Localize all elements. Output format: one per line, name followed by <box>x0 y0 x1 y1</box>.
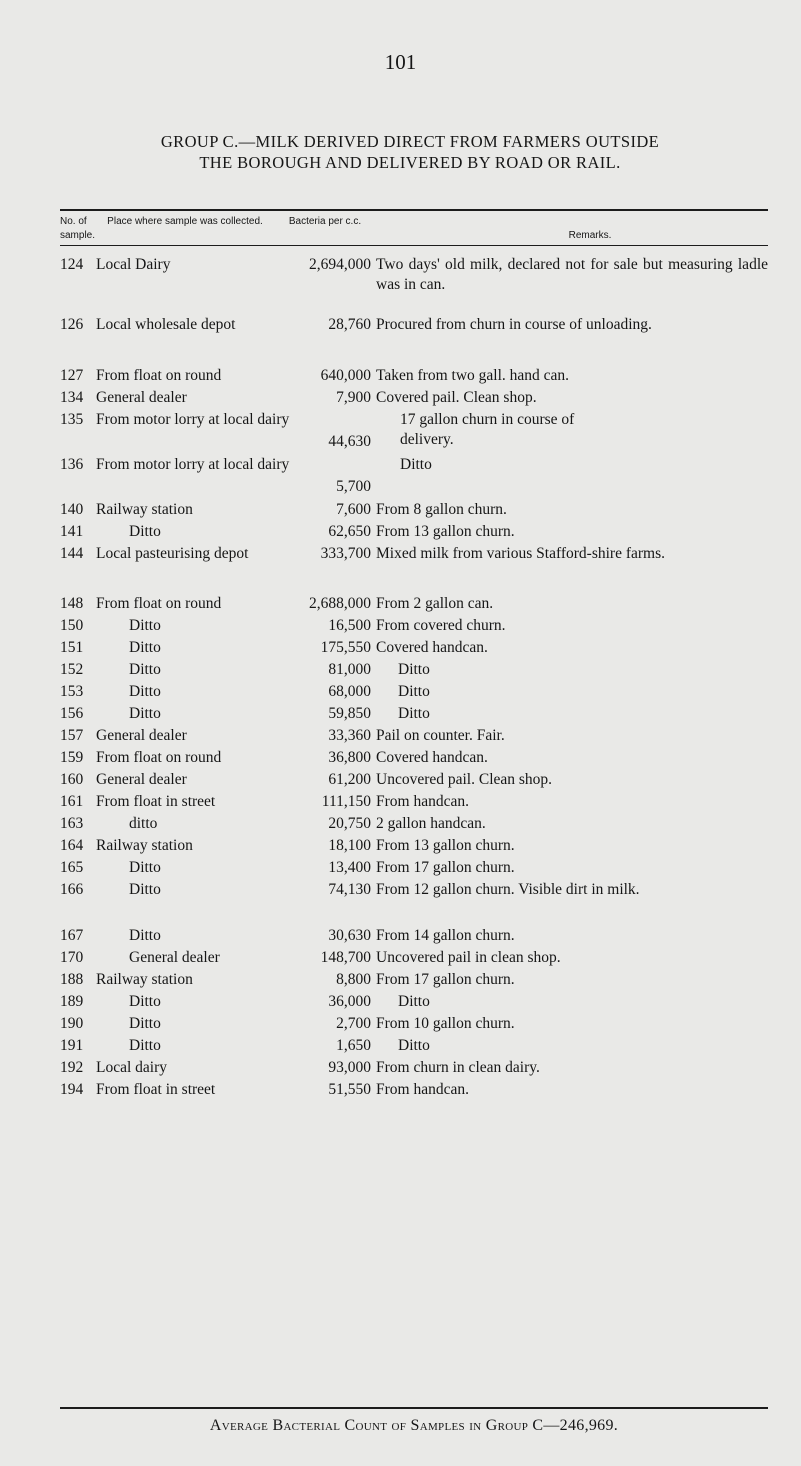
sample-place: Ditto <box>129 1015 161 1032</box>
bacteria-count: 28,760 <box>328 316 371 333</box>
bacteria-count: 111,150 <box>321 793 371 810</box>
sample-place: Local wholesale depot <box>96 316 236 333</box>
sample-place: Ditto <box>129 617 161 634</box>
sample-place: Ditto <box>129 705 161 722</box>
sample-number: 141 <box>60 523 84 540</box>
bacteria-count: 640,000 <box>320 367 371 384</box>
sample-number: 191 <box>60 1037 84 1054</box>
page-title-line-2: THE BOROUGH AND DELIVERED BY ROAD OR RAIL. <box>199 153 621 172</box>
bacteria-count: 74,130 <box>328 881 371 898</box>
sample-number: 153 <box>60 683 84 700</box>
page-title-line-1: GROUP C.—MILK DERIVED DIRECT FROM FARMERS OUTSIDE <box>160 132 660 151</box>
sample-number: 188 <box>60 971 84 988</box>
remarks: From 10 gallon churn. <box>376 1015 515 1032</box>
remarks: Pail on counter. Fair. <box>376 727 505 744</box>
sample-number: 156 <box>60 705 84 722</box>
sample-number: 163 <box>60 815 84 832</box>
bacteria-count: 333,700 <box>320 545 371 562</box>
remarks: Uncovered pail. Clean shop. <box>376 771 553 788</box>
sample-number: 136 <box>60 456 84 473</box>
sample-place: General dealer <box>96 771 187 788</box>
header-place: Place where sample was collected. <box>107 216 263 227</box>
sample-number: 160 <box>60 771 84 788</box>
sample-place: Ditto <box>129 927 161 944</box>
sample-place: Local dairy <box>96 1059 168 1076</box>
remarks: Covered pail. Clean shop. <box>376 389 537 406</box>
sample-number: 157 <box>60 727 84 744</box>
sample-number: 192 <box>60 1059 84 1076</box>
bacteria-count: 81,000 <box>328 661 371 678</box>
remarks: From covered churn. <box>376 617 506 634</box>
remarks: Ditto <box>398 1037 430 1054</box>
sample-number: 161 <box>60 793 84 810</box>
sample-place: Ditto <box>129 661 161 678</box>
remarks: Ditto <box>400 456 432 473</box>
remarks: Covered handcan. <box>376 639 488 656</box>
bacteria-count: 7,600 <box>336 501 371 518</box>
sample-place: Railway station <box>96 501 193 518</box>
bacteria-count: 2,688,000 <box>309 595 371 612</box>
sample-place: Ditto <box>129 639 161 656</box>
sample-number: 135 <box>60 411 84 428</box>
remarks: 17 gallon churn in course of delivery. <box>400 411 575 448</box>
sample-place: Ditto <box>129 523 161 540</box>
bacteria-count: 16,500 <box>328 617 371 634</box>
remarks: Uncovered pail in clean shop. <box>376 949 561 966</box>
sample-number: 152 <box>60 661 84 678</box>
sample-place: Ditto <box>129 993 161 1010</box>
sample-number: 140 <box>60 501 84 518</box>
remarks: From 2 gallon can. <box>376 595 494 612</box>
sample-place: Ditto <box>129 859 161 876</box>
bacteria-count: 36,000 <box>328 993 371 1010</box>
bacteria-count: 20,750 <box>328 815 371 832</box>
sample-place: From float in street <box>96 793 216 810</box>
remarks: From 8 gallon churn. <box>376 501 507 518</box>
sample-place: Railway station <box>96 837 193 854</box>
remarks: Mixed milk from various Stafford-shire farms. <box>376 545 665 562</box>
remarks: Procured from churn in course of unloading. <box>376 316 652 333</box>
sample-place: Ditto <box>129 683 161 700</box>
bacteria-count: 59,850 <box>328 705 371 722</box>
sample-place: General dealer <box>129 949 220 966</box>
remarks: From handcan. <box>376 793 469 810</box>
sample-place: General dealer <box>96 389 187 406</box>
sample-number: 151 <box>60 639 84 656</box>
bacteria-count: 13,400 <box>328 859 371 876</box>
sample-number: 165 <box>60 859 84 876</box>
sample-place: General dealer <box>96 727 187 744</box>
sample-number: 170 <box>60 949 84 966</box>
header-bacteria: Bacteria per c.c. <box>288 216 362 227</box>
bacteria-count: 68,000 <box>328 683 371 700</box>
header-remarks: Remarks. <box>568 230 612 241</box>
header-sample-number: No. of sample. <box>60 216 96 241</box>
remarks: Ditto <box>398 683 430 700</box>
remarks: Taken from two gall. hand can. <box>376 367 570 384</box>
remarks: From handcan. <box>376 1081 469 1098</box>
bacteria-count: 175,550 <box>320 639 371 656</box>
bacteria-count: 2,694,000 <box>309 256 371 273</box>
sample-place: Ditto <box>129 881 161 898</box>
bacteria-count: 93,000 <box>328 1059 371 1076</box>
sample-number: 126 <box>60 316 84 333</box>
sample-number: 159 <box>60 749 84 766</box>
sample-number: 148 <box>60 595 84 612</box>
bacteria-count: 61,200 <box>328 771 371 788</box>
sample-number: 134 <box>60 389 84 406</box>
remarks: From 13 gallon churn. <box>376 837 515 854</box>
bacteria-count: 33,360 <box>328 727 371 744</box>
remarks: From 12 gallon churn. Visible dirt in milk. <box>376 881 640 898</box>
bacteria-count: 2,700 <box>336 1015 371 1032</box>
bacteria-count: 36,800 <box>328 749 371 766</box>
sample-place: From float on round <box>96 749 222 766</box>
bacteria-count: 44,630 <box>328 433 371 450</box>
bacteria-count: 62,650 <box>328 523 371 540</box>
sample-number: 150 <box>60 617 84 634</box>
bacteria-count: 51,550 <box>328 1081 371 1098</box>
remarks: 2 gallon handcan. <box>376 815 486 832</box>
sample-place: From float on round <box>96 595 222 612</box>
sample-place: From float in street <box>96 1081 216 1098</box>
remarks: Ditto <box>398 705 430 722</box>
sample-number: 194 <box>60 1081 84 1098</box>
sample-number: 124 <box>60 256 84 273</box>
sample-place: Ditto <box>129 1037 161 1054</box>
remarks: Ditto <box>398 993 430 1010</box>
table-top-rule <box>60 209 768 211</box>
sample-place: ditto <box>129 815 158 832</box>
remarks: From 14 gallon churn. <box>376 927 515 944</box>
bacteria-count: 30,630 <box>328 927 371 944</box>
bacteria-count: 7,900 <box>336 389 371 406</box>
sample-number: 166 <box>60 881 84 898</box>
remarks: From 17 gallon churn. <box>376 859 515 876</box>
page-number: 101 <box>384 50 417 74</box>
average-count-footer: Average Bacterial Count of Samples in Group C—246,969. <box>209 1417 619 1434</box>
header-rule <box>60 245 768 246</box>
sample-number: 144 <box>60 545 84 562</box>
sample-place: From motor lorry at local dairy <box>96 456 290 473</box>
sample-place: Local Dairy <box>96 256 171 273</box>
remarks: Ditto <box>398 661 430 678</box>
sample-number: 164 <box>60 837 84 854</box>
sample-number: 167 <box>60 927 84 944</box>
sample-place: From float on round <box>96 367 222 384</box>
sample-number: 189 <box>60 993 84 1010</box>
sample-place: From motor lorry at local dairy <box>96 411 290 428</box>
table-bottom-rule <box>60 1407 768 1409</box>
remarks: Two days' old milk, declared not for sale but measuring ladle was in can. <box>376 256 768 293</box>
bacteria-count: 5,700 <box>336 478 371 495</box>
bacteria-count: 148,700 <box>320 949 371 966</box>
bacteria-count: 18,100 <box>328 837 371 854</box>
bacteria-count: 1,650 <box>336 1037 371 1054</box>
remarks: From 13 gallon churn. <box>376 523 515 540</box>
remarks: From churn in clean dairy. <box>376 1059 540 1076</box>
sample-place: Local pasteurising depot <box>96 545 249 562</box>
sample-place: Railway station <box>96 971 193 988</box>
remarks: Covered handcan. <box>376 749 488 766</box>
remarks: From 17 gallon churn. <box>376 971 515 988</box>
sample-number: 190 <box>60 1015 84 1032</box>
sample-number: 127 <box>60 367 84 384</box>
bacteria-count: 8,800 <box>336 971 371 988</box>
